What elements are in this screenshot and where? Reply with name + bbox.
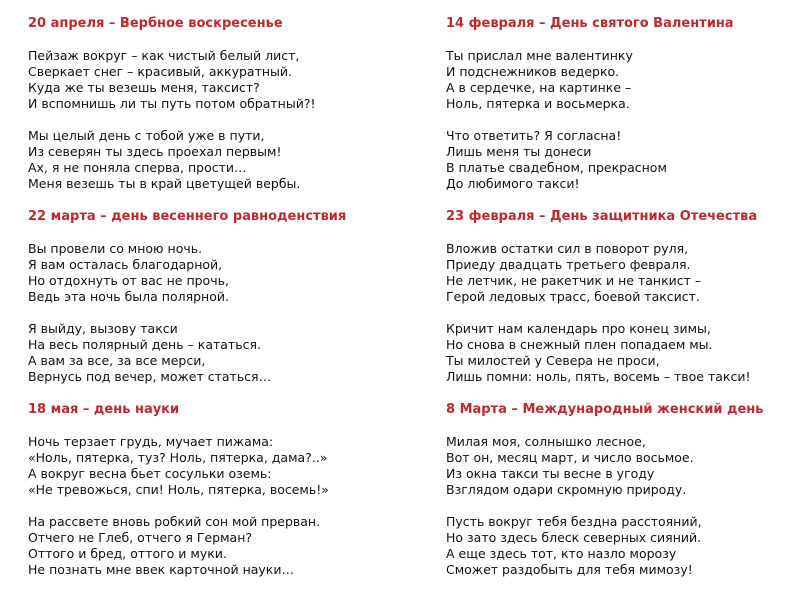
- stanza: [446, 128, 796, 192]
- poem-line: Взглядом одари скромную природу.: [446, 482, 687, 497]
- poem-section: [446, 402, 796, 595]
- stanza: [28, 241, 408, 305]
- poem-line: Милая моя, солнышко лесное,: [446, 434, 646, 449]
- poem-line: И подснежников ведерко.: [446, 64, 620, 79]
- poem-line: Не летчик, не ракетчик и не танкист –: [446, 273, 702, 288]
- poem-line: Из северян ты здесь проехал первым!: [28, 144, 282, 159]
- stanza: [446, 514, 796, 578]
- poem-line: А еще здесь тот, кто назло морозу: [446, 546, 677, 561]
- poem-line: Но снова в снежный плен попадаем мы.: [446, 337, 713, 352]
- poem-line: Мы целый день с тобой уже в пути,: [28, 128, 265, 143]
- poem-line: На весь полярный день – кататься.: [28, 337, 261, 352]
- poem-line: Но отдохнуть от вас не прочь,: [28, 273, 229, 288]
- poem-line: Сможет раздобыть для тебя мимозу!: [446, 562, 693, 577]
- stanza: [446, 321, 796, 385]
- poem-line: А вам за все, за все мерси,: [28, 353, 206, 368]
- poem-line: «Ноль, пятерка, туз? Ноль, пятерка, дама?..»: [28, 450, 328, 465]
- poem-line: Пейзаж вокруг – как чистый белый лист,: [28, 48, 300, 63]
- poem-line: Пусть вокруг тебя бездна расстояний,: [446, 514, 702, 529]
- poem-line: Лишь меня ты донеси: [446, 144, 592, 159]
- poem-section: [28, 209, 408, 402]
- poem-line: На рассвете вновь робкий сон мой прерван.: [28, 514, 321, 529]
- poem-line: Приеду двадцать третьего февраля.: [446, 257, 691, 272]
- poem-line: Вернусь под вечер, может статься…: [28, 369, 272, 384]
- poem-line: До любимого такси!: [446, 176, 580, 191]
- stanza: [446, 434, 796, 498]
- poem-title: 14 февраля – День святого Валентина: [446, 16, 734, 31]
- poem-line: Не познать мне ввек карточной науки…: [28, 562, 294, 577]
- left-column: [28, 16, 408, 595]
- poem-title: 8 Марта – Международный женский день: [446, 402, 764, 417]
- poem-section: [28, 16, 408, 209]
- poem-title: 22 марта – день весеннего равноденствия: [28, 209, 347, 224]
- stanza: [28, 434, 408, 498]
- stanza: [28, 128, 408, 192]
- right-column: [446, 16, 796, 595]
- poem-line: Вот он, месяц март, и число восьмое.: [446, 450, 694, 465]
- poem-line: Вы провели со мною ночь.: [28, 241, 203, 256]
- stanza: [28, 321, 408, 385]
- poem-line: Что ответить? Я согласна!: [446, 128, 622, 143]
- poem-line: Лишь помни: ноль, пять, восемь – твое такси!: [446, 369, 751, 384]
- poem-line: И вспомнишь ли ты путь потом обратный?!: [28, 96, 316, 111]
- poem-line: Ведь эта ночь была полярной.: [28, 289, 229, 304]
- poem-line: Я вам осталась благодарной,: [28, 257, 223, 272]
- poem-line: Ты прислал мне валентинку: [446, 48, 633, 63]
- poem-title: 23 февраля – День защитника Отечества: [446, 209, 758, 224]
- poem-line: Ах, я не поняла сперва, прости…: [28, 160, 247, 175]
- poem-line: А вокруг весна бьет сосульки оземь:: [28, 466, 272, 481]
- poem-line: Куда же ты везешь меня, таксист?: [28, 80, 260, 95]
- poem-line: «Не тревожься, спи! Ноль, пятерка, восемь!»: [28, 482, 329, 497]
- poem-line: Меня везешь ты в край цветущей вербы.: [28, 176, 301, 191]
- poem-line: Герой ледовых трасс, боевой таксист.: [446, 289, 700, 304]
- poem-line: Ночь терзает грудь, мучает пижама:: [28, 434, 274, 449]
- poem-section: [28, 402, 408, 595]
- poem-section: [446, 16, 796, 209]
- poem-line: Сверкает снег – красивый, аккуратный.: [28, 64, 292, 79]
- poem-line: В платье свадебном, прекрасном: [446, 160, 667, 175]
- poem-title: 20 апреля – Вербное воскресенье: [28, 16, 283, 31]
- poem-line: Ты милостей у Севера не проси,: [446, 353, 660, 368]
- poem-line: Я выйду, вызову такси: [28, 321, 178, 336]
- poem-line: А в сердечке, на картинке –: [446, 80, 632, 95]
- poem-line: Оттого и бред, оттого и муки.: [28, 546, 227, 561]
- poem-title: 18 мая – день науки: [28, 402, 180, 417]
- stanza: [446, 48, 796, 112]
- poem-line: Кричит нам календарь про конец зимы,: [446, 321, 711, 336]
- poem-line: Ноль, пятерка и восьмерка.: [446, 96, 630, 111]
- poem-section: [446, 209, 796, 402]
- poem-line: Вложив остатки сил в поворот руля,: [446, 241, 689, 256]
- stanza: [28, 48, 408, 112]
- poem-line: Но зато здесь блеск северных сияний.: [446, 530, 702, 545]
- poem-line: Отчего не Глеб, отчего я Герман?: [28, 530, 253, 545]
- stanza: [28, 514, 408, 578]
- stanza: [446, 241, 796, 305]
- poem-line: Из окна такси ты весне в угоду: [446, 466, 655, 481]
